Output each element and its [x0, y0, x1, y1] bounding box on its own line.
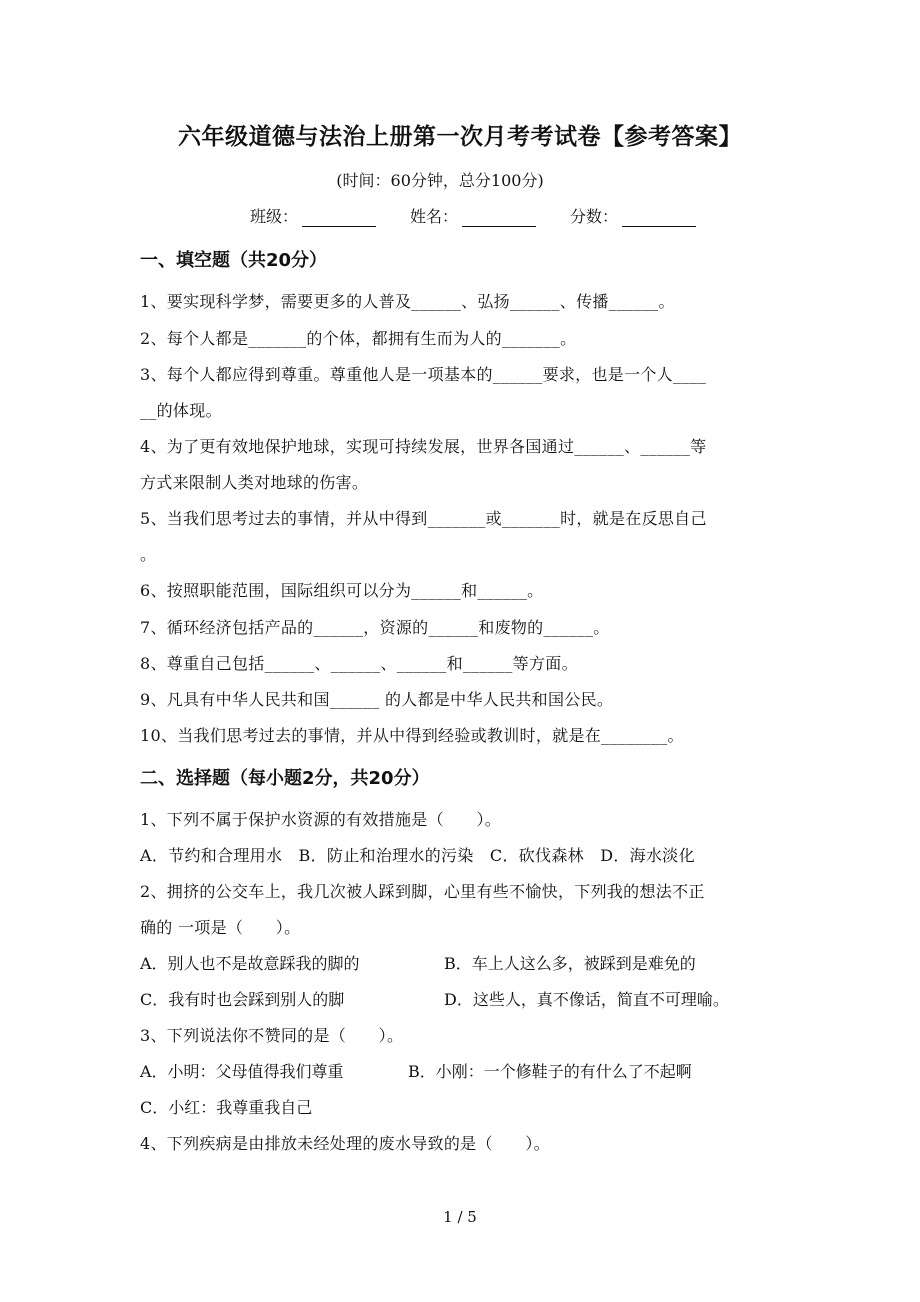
choice-q2-stem-line2: 确的 一项是（ ）。 — [140, 918, 301, 937]
fill-q10: 10、当我们思考过去的事情，并从中得到经验或教训时，就是在________。 — [140, 726, 684, 745]
fill-q5-line1: 5、当我们思考过去的事情，并从中得到_______或_______时，就是在反思自己 — [140, 509, 707, 528]
score-label: 分数： — [570, 207, 619, 226]
fill-q3-line2: __的体现。 — [140, 401, 222, 420]
choice-q3-option-c: C．小红：我尊重我自己 — [140, 1098, 313, 1117]
fill-q5-line2: 。 — [140, 545, 157, 564]
fill-q9: 9、凡具有中华人民共和国______ 的人都是中华人民共和国公民。 — [140, 690, 614, 709]
exam-time-info: (时间：60分钟，总分100分) — [336, 171, 544, 190]
student-info-row — [250, 204, 696, 227]
fill-q4-line1: 4、为了更有效地保护地球，实现可持续发展，世界各国通过______、______等 — [140, 437, 707, 456]
fill-q8: 8、尊重自己包括______、______、______和______等方面。 — [140, 654, 578, 673]
page-title: 六年级道德与法治上册第一次月考考试卷【参考答案】 — [178, 124, 742, 150]
class-field — [250, 204, 376, 227]
fill-q4-line2: 方式来限制人类对地球的伤害。 — [140, 473, 369, 492]
name-field — [410, 204, 536, 227]
section-fill-blank-heading: 一、填空题（共20分） — [140, 250, 328, 271]
fill-q2: 2、每个人都是_______的个体，都拥有生而为人的_______。 — [140, 329, 577, 348]
name-blank — [462, 208, 536, 227]
fill-q7: 7、循环经济包括产品的______，资源的______和废物的______。 — [140, 618, 610, 637]
page-number: 1 / 5 — [443, 1208, 477, 1226]
choice-q2-option-b: B．车上人这么多，被踩到是难免的 — [444, 954, 696, 973]
choice-q3-stem: 3、下列说法你不赞同的是（ ）。 — [140, 1026, 404, 1045]
choice-q2-option-a: A．别人也不是故意踩我的脚的 — [140, 954, 360, 973]
choice-q1-options: A．节约和合理用水 B．防止和治理水的污染 C．砍伐森林 D．海水淡化 — [140, 846, 695, 865]
section-choice-heading: 二、选择题（每小题2分，共20分） — [140, 768, 430, 789]
class-blank — [302, 208, 376, 227]
choice-q1-stem: 1、下列不属于保护水资源的有效措施是（ ）。 — [140, 810, 502, 829]
name-label: 姓名： — [410, 207, 459, 226]
choice-q2-option-d: D．这些人，真不像话，简直不可理喻。 — [444, 990, 729, 1009]
choice-q2-stem-line1: 2、拥挤的公交车上，我几次被人踩到脚，心里有些不愉快，下列我的想法不正 — [140, 882, 705, 901]
fill-q3-line1: 3、每个人都应得到尊重。尊重他人是一项基本的______要求，也是一个人____ — [140, 365, 707, 384]
fill-q6: 6、按照职能范围，国际组织可以分为______和______。 — [140, 581, 544, 600]
score-field — [570, 204, 696, 227]
score-blank — [622, 208, 696, 227]
choice-q3-option-a: A．小明：父母值得我们尊重 — [140, 1062, 344, 1081]
fill-q1: 1、要实现科学梦，需要更多的人普及______、弘扬______、传播______。 — [140, 292, 675, 311]
choice-q2-option-c: C．我有时也会踩到别人的脚 — [140, 990, 345, 1009]
class-label: 班级： — [250, 207, 299, 226]
choice-q4-stem: 4、下列疾病是由排放未经处理的废水导致的是（ ）。 — [140, 1134, 550, 1153]
choice-q3-option-b: B．小刚：一个修鞋子的有什么了不起啊 — [408, 1062, 692, 1081]
